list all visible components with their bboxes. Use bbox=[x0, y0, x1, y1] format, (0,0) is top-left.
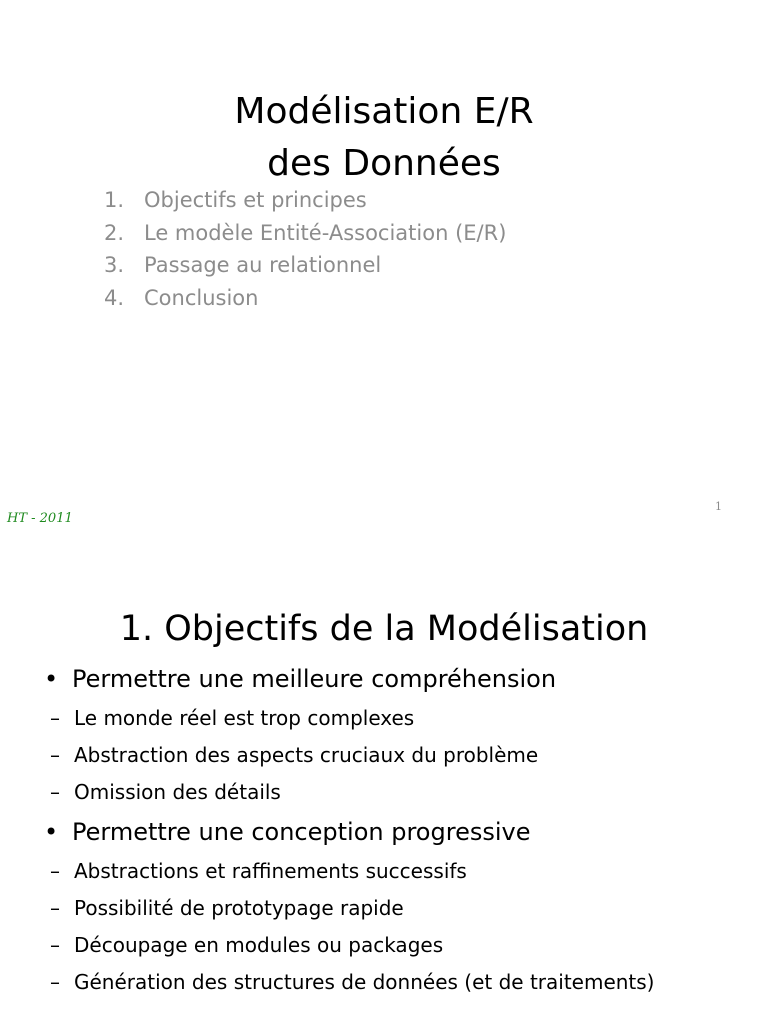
toc-item bbox=[104, 282, 506, 315]
sub-bullet-text: Abstraction des aspects cruciaux du problème bbox=[74, 743, 539, 767]
slide-title: 1. Objectifs de la Modélisation bbox=[119, 609, 649, 650]
toc-item-number: 3. bbox=[104, 253, 125, 277]
sub-bullet-item bbox=[44, 737, 655, 774]
slide-footer: HT - 2011 bbox=[7, 511, 73, 526]
slide-title-line-1: Modélisation E/R bbox=[234, 91, 534, 133]
sub-bullet-item bbox=[44, 774, 655, 811]
dash-icon: – bbox=[50, 933, 60, 957]
dash-icon: – bbox=[50, 706, 60, 730]
toc-item-label: Le modèle Entité-Association (E/R) bbox=[144, 220, 507, 245]
toc-item bbox=[104, 217, 506, 250]
sub-bullet-text: Abstractions et raffinements successifs bbox=[74, 859, 467, 883]
toc-item-number: 2. bbox=[104, 220, 125, 245]
sub-bullet-list bbox=[44, 853, 655, 1001]
dash-icon: – bbox=[50, 896, 60, 920]
sub-bullet-text: Le monde réel est trop complexes bbox=[74, 706, 415, 730]
sub-bullet-text: Possibilité de prototypage rapide bbox=[74, 896, 404, 920]
bullet-item bbox=[44, 811, 655, 1001]
bullet-icon: • bbox=[44, 665, 59, 693]
sub-bullet-text: Génération des structures de données (et de traitements) bbox=[74, 970, 655, 994]
slide-2 bbox=[0, 540, 768, 1024]
sub-bullet-item bbox=[44, 964, 655, 1001]
bullet-text: Permettre une meilleure compréhension bbox=[72, 665, 557, 693]
bullet-item bbox=[44, 658, 655, 811]
sub-bullet-text: Omission des détails bbox=[74, 780, 281, 804]
sub-bullet-item bbox=[44, 700, 655, 737]
page-number: 1 bbox=[715, 500, 722, 513]
bullet-list bbox=[44, 658, 655, 1001]
toc-item-label: Objectifs et principes bbox=[144, 188, 367, 212]
sub-bullet-item bbox=[44, 927, 655, 964]
sub-bullet-list bbox=[44, 700, 655, 811]
toc-item-number: 4. bbox=[104, 285, 125, 310]
toc-item-label: Conclusion bbox=[144, 285, 259, 310]
sub-bullet-text: Découpage en modules ou packages bbox=[74, 933, 444, 957]
dash-icon: – bbox=[50, 970, 60, 994]
toc-item bbox=[104, 249, 506, 282]
sub-bullet-item bbox=[44, 853, 655, 890]
sub-bullet-item bbox=[44, 890, 655, 927]
table-of-contents bbox=[104, 184, 506, 314]
dash-icon: – bbox=[50, 743, 60, 767]
bullet-icon: • bbox=[44, 818, 59, 846]
bullet-text: Permettre une conception progressive bbox=[72, 818, 531, 846]
dash-icon: – bbox=[50, 859, 60, 883]
dash-icon: – bbox=[50, 780, 60, 804]
toc-item-number: 1. bbox=[104, 188, 125, 212]
toc-item-label: Passage au relationnel bbox=[144, 253, 382, 277]
slide-title bbox=[0, 86, 768, 190]
slide-title-line-2: des Données bbox=[267, 143, 501, 185]
toc-item bbox=[104, 184, 506, 217]
